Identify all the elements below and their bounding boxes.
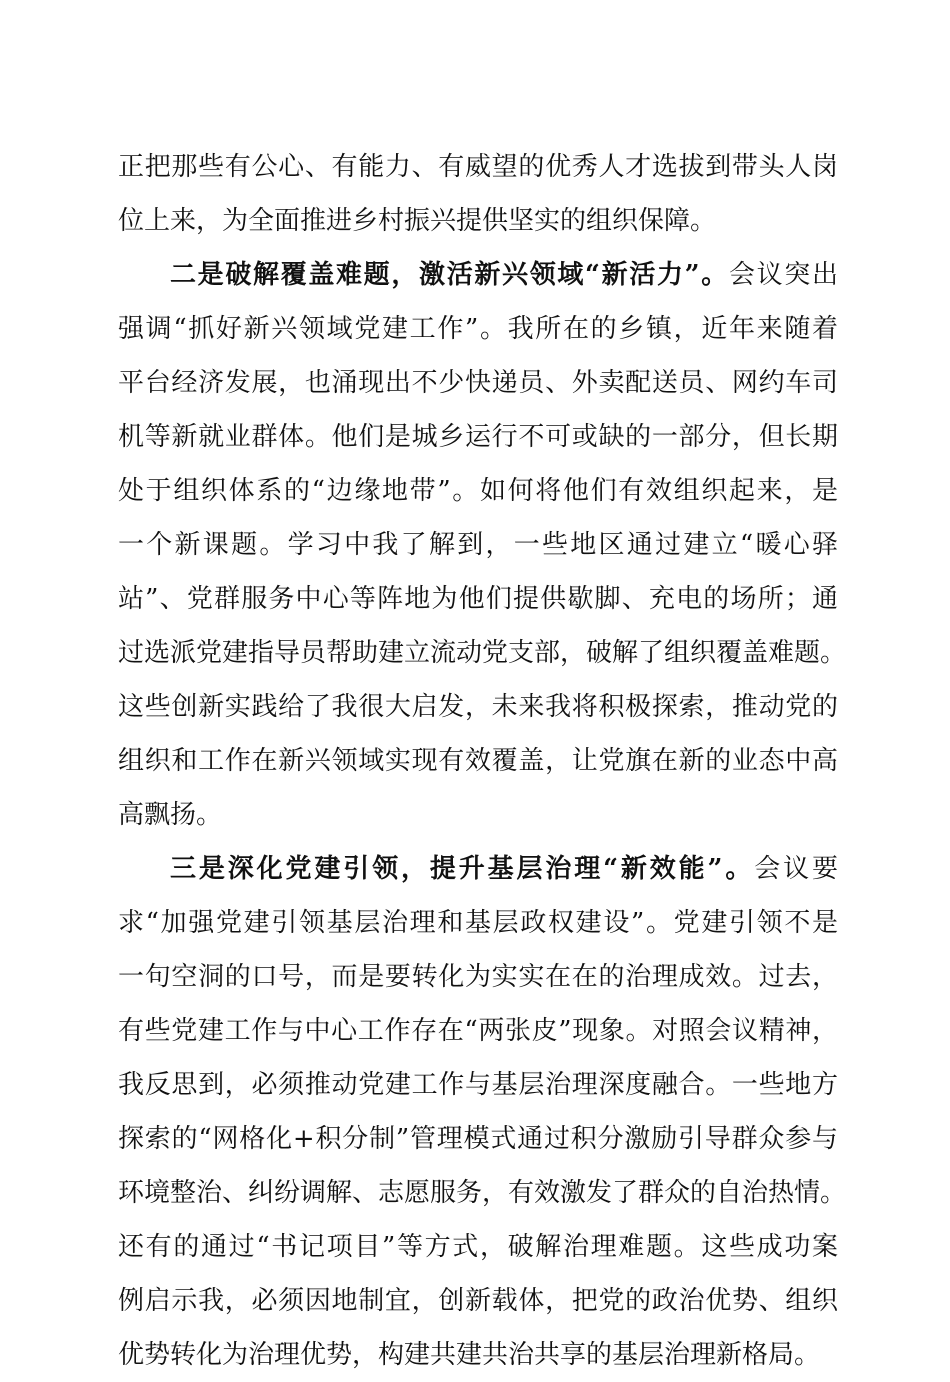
text-line bbox=[118, 464, 838, 518]
line-text: 处于组织体系的“边缘地带”。如何将他们有效组织起来，是 bbox=[118, 476, 838, 506]
text-line bbox=[118, 572, 838, 626]
text-line bbox=[118, 518, 838, 572]
text-line bbox=[118, 896, 838, 950]
line-text: 一句空洞的口号，而是要转化为实实在在的治理成效。过去， bbox=[118, 962, 838, 992]
text-line bbox=[118, 950, 838, 1004]
line-text: 环境整治、纠纷调解、志愿服务，有效激发了群众的自治热情。 bbox=[118, 1178, 847, 1208]
line-text: 平台经济发展，也涌现出不少快递员、外卖配送员、网约车司 bbox=[118, 368, 838, 398]
line-text: 我反思到，必须推动党建工作与基层治理深度融合。一些地方 bbox=[118, 1070, 838, 1100]
text-line bbox=[118, 1058, 838, 1112]
line-text: 这些创新实践给了我很大启发，未来我将积极探索，推动党的 bbox=[118, 692, 838, 722]
line-text: 还有的通过“书记项目”等方式，破解治理难题。这些成功案 bbox=[118, 1232, 838, 1262]
line-text: 组织和工作在新兴领域实现有效覆盖，让党旗在新的业态中高 bbox=[118, 746, 838, 776]
line-text: 探索的“网格化+积分制”管理模式通过积分激励引导群众参与 bbox=[118, 1124, 838, 1154]
document-body bbox=[118, 140, 847, 1382]
paragraph-continuation bbox=[118, 140, 838, 248]
text-line bbox=[118, 410, 838, 464]
text-line bbox=[118, 248, 838, 302]
text-line bbox=[118, 626, 847, 680]
line-text: 位上来，为全面推进乡村振兴提供坚实的组织保障。 bbox=[118, 206, 717, 236]
text-line bbox=[118, 734, 838, 788]
line-text: 一个新课题。学习中我了解到，一些地区通过建立“暖心驿 bbox=[118, 530, 838, 560]
text-line bbox=[118, 194, 838, 248]
paragraph-heading: 二是破解覆盖难题，激活新兴领域“新活力”。 bbox=[170, 260, 729, 290]
line-text: 过选派党建指导员帮助建立流动党支部，破解了组织覆盖难题。 bbox=[118, 638, 847, 668]
paragraph-new-fields bbox=[118, 248, 847, 842]
text-line bbox=[118, 356, 838, 410]
line-text: 高飘扬。 bbox=[118, 800, 223, 830]
line-text: 例启示我，必须因地制宜，创新载体，把党的政治优势、组织 bbox=[118, 1286, 838, 1316]
line-text: 有些党建工作与中心工作存在“两张皮”现象。对照会议精神， bbox=[118, 1016, 838, 1046]
text-line bbox=[118, 302, 838, 356]
text-line bbox=[118, 1220, 838, 1274]
text-line bbox=[118, 1328, 838, 1382]
text-line bbox=[118, 1112, 838, 1166]
line-text: 会议突出 bbox=[728, 260, 838, 290]
paragraph-governance bbox=[118, 842, 847, 1382]
line-text: 会议要 bbox=[754, 854, 838, 884]
line-text: 强调“抓好新兴领域党建工作”。我所在的乡镇，近年来随着 bbox=[118, 314, 838, 344]
paragraph-heading: 三是深化党建引领，提升基层治理“新效能”。 bbox=[170, 854, 755, 884]
line-text: 优势转化为治理优势，构建共建共治共享的基层治理新格局。 bbox=[118, 1340, 821, 1370]
text-line bbox=[118, 842, 838, 896]
text-line bbox=[118, 1274, 838, 1328]
line-text: 机等新就业群体。他们是城乡运行不可或缺的一部分，但长期 bbox=[118, 422, 838, 452]
line-text: 站”、党群服务中心等阵地为他们提供歇脚、充电的场所；通 bbox=[118, 584, 838, 614]
text-line bbox=[118, 140, 838, 194]
line-text: 求“加强党建引领基层治理和基层政权建设”。党建引领不是 bbox=[118, 908, 838, 938]
line-text: 正把那些有公心、有能力、有威望的优秀人才选拔到带头人岗 bbox=[118, 152, 838, 182]
text-line bbox=[118, 788, 838, 842]
text-line bbox=[118, 1004, 838, 1058]
text-line bbox=[118, 1166, 847, 1220]
text-line bbox=[118, 680, 838, 734]
